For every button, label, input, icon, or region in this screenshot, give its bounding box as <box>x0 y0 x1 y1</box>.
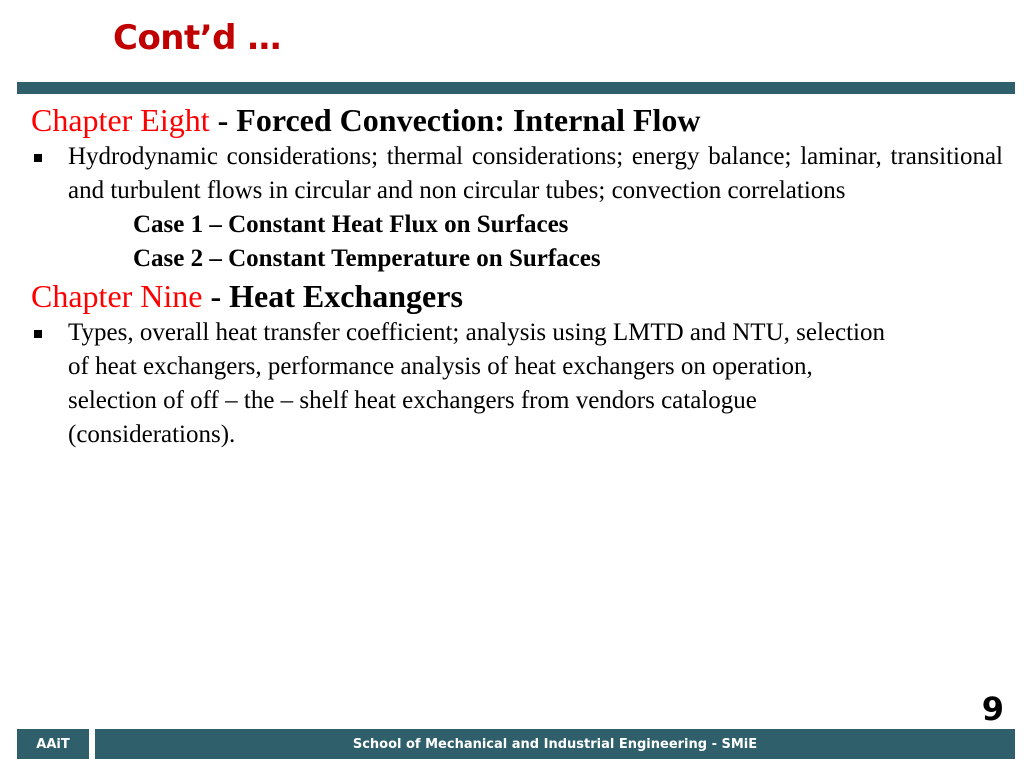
square-bullet-icon <box>34 154 42 162</box>
chapter-nine-bullet-line: of heat exchangers, performance analysis of heat exchangers on operation, <box>68 353 813 380</box>
slide-content <box>31 100 1003 452</box>
chapter-eight-bullet <box>31 140 1003 208</box>
chapter-nine-topic: - Heat Exchangers <box>202 278 463 314</box>
chapter-eight-topic: - Forced Convection: Internal Flow <box>209 102 701 138</box>
chapter-eight-bullet-text: Hydrodynamic considerations; thermal considerations; energy balance; laminar, transitional and turbulent flows in circular and non circular tubes; convection correlations <box>68 143 1003 204</box>
square-bullet-icon <box>34 330 42 338</box>
slide-title: Cont’d … <box>113 18 281 58</box>
footer-institution-label: AAiT <box>17 729 89 759</box>
chapter-nine-bullet-line: Types, overall heat transfer coefficient; analysis using LMTD and NTU, selection <box>68 319 885 346</box>
chapter-nine-heading <box>31 276 1003 316</box>
case-1-line: Case 1 – Constant Heat Flux on Surfaces <box>133 211 569 238</box>
case-2-line: Case 2 – Constant Temperature on Surfaces <box>133 245 601 272</box>
chapter-eight-heading <box>31 100 1003 140</box>
chapter-eight-name: Chapter Eight <box>31 102 210 138</box>
chapter-nine-bullet-line: selection of off – the – shelf heat exchangers from vendors catalogue <box>68 387 757 414</box>
title-divider-bar <box>17 82 1015 94</box>
chapter-nine-bullet-line: (considerations). <box>68 421 236 448</box>
chapter-nine-name: Chapter Nine <box>31 278 203 314</box>
chapter-nine-bullet <box>31 316 1003 452</box>
page-number: 9 <box>981 690 1004 728</box>
footer-school-label: School of Mechanical and Industrial Engineering - SMiE <box>95 729 1015 759</box>
